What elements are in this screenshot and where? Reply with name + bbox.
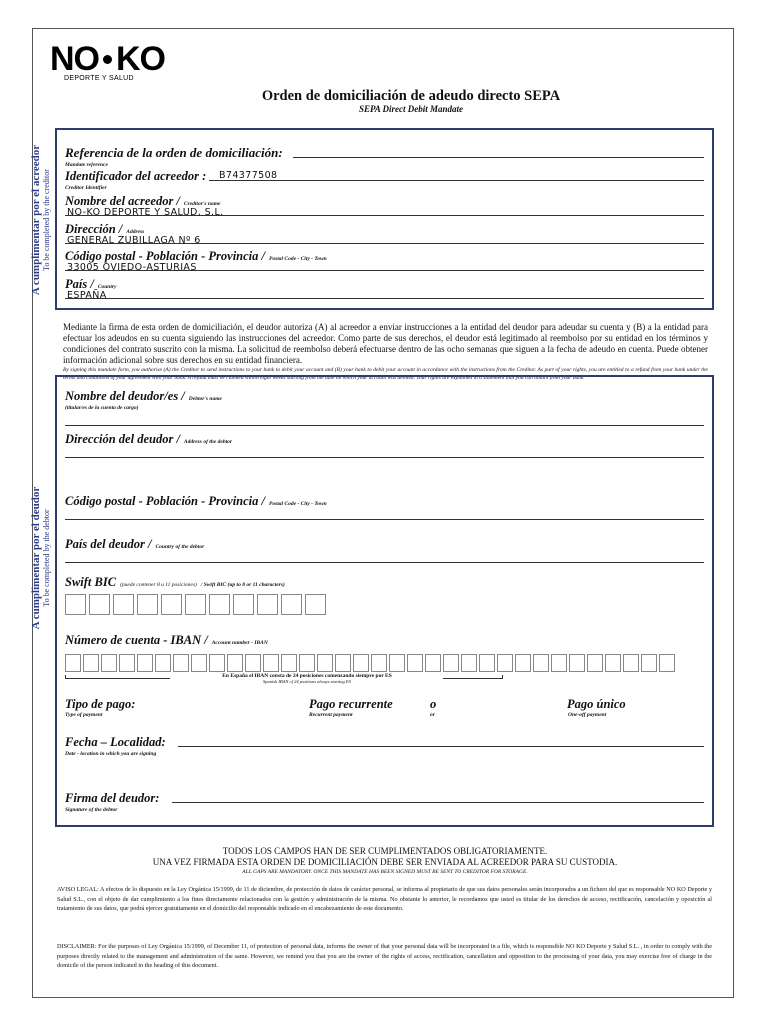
iban-char-box[interactable] xyxy=(227,654,243,672)
swift-char-box[interactable] xyxy=(233,594,254,615)
debtor-country-field xyxy=(65,535,704,553)
creditor-address-value: GENERAL ZUBILLAGA Nº 6 xyxy=(67,235,201,246)
debtor-postal-line[interactable] xyxy=(65,509,704,520)
debtor-name-label: Nombre del deudor/es / xyxy=(65,389,185,403)
mandate-text-en: By signing this mandate form, you authorise (A) the Creditor to send instructions to your bank to debit your account and (B) your bank to debit your account in accordance with the instructions from the Creditor. As part of your rights, you are entitled to a refund from your bank under the terms and conditions of your agreement with your bank. A refund must be claimed within eight weeks starting from the date on which your account was debited. Your rights are explained in a statement that you can obtain from your bank. xyxy=(63,367,708,381)
iban-char-box[interactable] xyxy=(245,654,261,672)
creditor-address-en: Address xyxy=(126,229,145,235)
swift-label: Swift BIC xyxy=(65,575,117,589)
iban-char-box[interactable] xyxy=(443,654,459,672)
recurrent-label: Pago recurrente xyxy=(309,697,393,711)
swift-input-boxes[interactable] xyxy=(65,594,329,615)
iban-bracket-right xyxy=(443,675,503,679)
iban-char-box[interactable] xyxy=(101,654,117,672)
swift-char-box[interactable] xyxy=(257,594,278,615)
iban-char-box[interactable] xyxy=(65,654,81,672)
iban-note-es: En España el IBAN consta de 24 posiciones comenzando siempre por ES xyxy=(222,673,392,679)
iban-note-en: Spanish IBAN of 24 positions always starting ES xyxy=(263,679,351,684)
noko-logo xyxy=(50,42,180,82)
creditor-name-value: NO-KO DEPORTE Y SALUD, S.L. xyxy=(67,207,224,218)
recurrent-en: Recurrent payment xyxy=(309,712,353,718)
iban-char-box[interactable] xyxy=(191,654,207,672)
iban-char-box[interactable] xyxy=(389,654,405,672)
legal-notice-en: DISCLAIMER: For the purposes of Ley Orgánica 15/1999, of December 11, of protection of personal data, informs the owner of that your personal data will be incorporated in a file, which is responsible NO KO Deporte y Salud S.L. , in order to comply with the purposes directly related to the management and administration of the same. However, we remind you that you are the owner of the rights of access, rectification, cancellation and opposition to the processing of your data, you may exercise free of charge in the domicile of the person indicated in the heading of this document. xyxy=(57,943,712,969)
creditor-id-value: B74377508 xyxy=(219,170,278,181)
swift-char-box[interactable] xyxy=(209,594,230,615)
iban-char-box[interactable] xyxy=(155,654,171,672)
creditor-country-value: ESPAÑA xyxy=(67,290,107,301)
iban-char-box[interactable] xyxy=(137,654,153,672)
iban-char-box[interactable] xyxy=(299,654,315,672)
debtor-country-line[interactable] xyxy=(65,552,704,563)
footer-line-1: TODOS LOS CAMPOS HAN DE SER CUMPLIMENTADOS OBLIGATORIAMENTE. xyxy=(222,846,548,856)
mandate-reference-en: Mandate reference xyxy=(65,162,108,168)
date-en: Date - location in which you are signing xyxy=(65,751,157,757)
logo-subtitle: DEPORTE Y SALUD xyxy=(64,75,134,82)
mandate-text-es: Mediante la firma de esta orden de domiciliación, el deudor autoriza (A) al acreedor a enviar instrucciones a la entidad del deudor para adeudar su cuenta y (B) a la entidad para efectuar los adeudos en su cuenta siguiendo las instrucciones del acreedor. Como parte de sus derechos, el deudor está legitimado al reembolso por su entidad en los términos y condiciones del contrato suscrito con la misma. La solicitud de reembolso deberá efectuarse dentro de las ocho semanas que siguen a la fecha de adeudo en cuenta. Puede obtener información adicional sobre sus derechos en su entidad financiera. xyxy=(63,322,708,365)
swift-char-box[interactable] xyxy=(113,594,134,615)
iban-field xyxy=(65,631,704,649)
document-subtitle: SEPA Direct Debit Mandate xyxy=(358,104,464,114)
debtor-address-label: Dirección del deudor / xyxy=(65,432,180,446)
iban-char-box[interactable] xyxy=(659,654,675,672)
date-location-field xyxy=(65,733,704,757)
document-title: Orden de domiciliación de adeudo directo SEPA xyxy=(261,88,561,104)
creditor-id-en: Creditor Identifier xyxy=(65,185,107,191)
creditor-id-label: Identificador del acreedor : xyxy=(65,169,207,183)
swift-char-box[interactable] xyxy=(281,594,302,615)
debtor-postal-en: Postal Code - City - Town xyxy=(269,501,327,507)
creditor-name-label: Nombre del acreedor / xyxy=(65,194,180,208)
logo-text-right: KO xyxy=(116,40,165,78)
debtor-name-field xyxy=(65,387,704,411)
payment-type-label: Tipo de pago: xyxy=(65,697,136,711)
mandate-reference-line[interactable] xyxy=(293,147,704,158)
iban-input-boxes[interactable] xyxy=(65,654,677,672)
debtor-country-en: Country of the debtor xyxy=(155,544,205,550)
date-label: Fecha – Localidad: xyxy=(65,735,166,749)
iban-char-box[interactable] xyxy=(371,654,387,672)
iban-bracket-left xyxy=(65,675,170,679)
debtor-postal-label: Código postal - Población - Provincia / xyxy=(65,494,265,508)
debtor-name-line[interactable] xyxy=(65,415,704,426)
or-separator: o or xyxy=(430,697,437,718)
iban-char-box[interactable] xyxy=(263,654,279,672)
creditor-address-field xyxy=(65,220,704,246)
creditor-name-field xyxy=(65,192,704,218)
iban-char-box[interactable] xyxy=(569,654,585,672)
debtor-section xyxy=(55,375,714,827)
iban-char-box[interactable] xyxy=(335,654,351,672)
oneoff-label: Pago único xyxy=(567,697,626,711)
logo-text-left: NO xyxy=(50,40,99,78)
oneoff-en: One-off payment xyxy=(568,712,607,718)
iban-char-box[interactable] xyxy=(425,654,441,672)
creditor-id-field xyxy=(65,167,704,191)
creditor-postal-value: 33005 OVIEDO-ASTURIAS xyxy=(67,262,197,273)
creditor-name-en: Creditor's name xyxy=(183,201,221,207)
mandate-reference-field xyxy=(65,144,704,168)
iban-char-box[interactable] xyxy=(515,654,531,672)
iban-char-box[interactable] xyxy=(533,654,549,672)
debtor-address-field xyxy=(65,430,704,448)
signature-label: Firma del deudor: xyxy=(65,791,160,805)
swift-field xyxy=(65,573,704,591)
swift-hint-en: / Swift BIC (up to 8 or 11 characters) xyxy=(200,582,285,588)
recurrent-payment-option[interactable] xyxy=(309,697,393,718)
debtor-postal-field xyxy=(65,492,704,510)
mandate-reference-label: Referencia de la orden de domiciliación: xyxy=(65,145,283,160)
swift-char-box[interactable] xyxy=(161,594,182,615)
swift-char-box[interactable] xyxy=(185,594,206,615)
payment-type-en: Type of payment xyxy=(65,712,103,718)
debtor-name-hint: (titular/es de la cuenta de cargo) xyxy=(65,405,139,411)
creditor-country-en: Country xyxy=(97,284,117,290)
iban-char-box[interactable] xyxy=(461,654,477,672)
creditor-address-label: Dirección / xyxy=(65,222,123,236)
iban-label: Número de cuenta - IBAN / xyxy=(65,633,208,647)
signature-en: Signature of the debtor xyxy=(65,807,118,813)
creditor-postal-field xyxy=(65,247,704,273)
iban-char-box[interactable] xyxy=(353,654,369,672)
debtor-name-en: Debtor's name xyxy=(188,396,222,402)
payment-type xyxy=(65,697,135,718)
signature-line[interactable] xyxy=(172,792,704,803)
debtor-address-en: Address of the debtor xyxy=(183,439,233,445)
creditor-country-label: País / xyxy=(65,277,94,291)
debtor-address-line[interactable] xyxy=(65,447,704,458)
oneoff-payment-option[interactable] xyxy=(567,697,626,718)
iban-char-box[interactable] xyxy=(587,654,603,672)
legal-notice-es: AVISO LEGAL: A efectos de lo dispuesto en la Ley Orgánica 15/1999, de 11 de diciembre, de protección de datos de carácter personal, se informa al propietario de que sus datos personales serán incorporados a un fichero del que es responsable NO KO Deporte y Salud S.L., con el objeto de dar cumplimiento a los fines directamente relacionados con la gestión y administración de la misma. No obstante lo anterior, le recordamos que usted es titular de los derechos de acceso, rectificación, cancelación y oposición al tratamiento de sus datos, que podrá ejercer gratuitamente en el domicilio del responsable indicado en el encabezamiento de este documento. xyxy=(57,886,712,912)
iban-en: Account number - IBAN xyxy=(211,640,268,646)
iban-char-box[interactable] xyxy=(209,654,225,672)
swift-char-box[interactable] xyxy=(137,594,158,615)
swift-char-box[interactable] xyxy=(305,594,326,615)
date-line[interactable] xyxy=(178,736,704,747)
iban-char-box[interactable] xyxy=(119,654,135,672)
iban-char-box[interactable] xyxy=(479,654,495,672)
iban-char-box[interactable] xyxy=(551,654,567,672)
debtor-country-label: País del deudor / xyxy=(65,537,152,551)
iban-char-box[interactable] xyxy=(281,654,297,672)
debtor-side-label: A cumplimentar por el deudor To be completed by the debtor xyxy=(30,486,51,630)
logo-dot xyxy=(103,55,112,64)
creditor-postal-label: Código postal - Población - Provincia / xyxy=(65,249,265,263)
footer-line-3: ALL GAPS ARE MANDATORY. ONCE THIS MANDATE HAS BEEN SIGNED MUST BE SENT TO CREDITOR FOR STORAGE. xyxy=(242,869,528,875)
iban-char-box[interactable] xyxy=(497,654,513,672)
creditor-side-label: A cumplimentar por el acreedor To be completed by the creditor xyxy=(30,144,51,296)
creditor-postal-en: Postal Code - City - Town xyxy=(269,256,327,262)
signature-field xyxy=(65,789,704,813)
iban-char-box[interactable] xyxy=(641,654,657,672)
swift-char-box[interactable] xyxy=(65,594,86,615)
iban-char-box[interactable] xyxy=(407,654,423,672)
iban-char-box[interactable] xyxy=(623,654,639,672)
swift-hint-es: (puede contener 8 u 11 posiciones) xyxy=(120,582,197,588)
iban-char-box[interactable] xyxy=(173,654,189,672)
creditor-section xyxy=(55,128,714,310)
iban-char-box[interactable] xyxy=(605,654,621,672)
creditor-country-field xyxy=(65,275,704,301)
swift-char-box[interactable] xyxy=(89,594,110,615)
iban-char-box[interactable] xyxy=(83,654,99,672)
footer-line-2: UNA VEZ FIRMADA ESTA ORDEN DE DOMICILIACIÓN DEBE SER ENVIADA AL ACREEDOR PARA SU CUSTODIA. xyxy=(152,857,618,867)
iban-char-box[interactable] xyxy=(317,654,333,672)
